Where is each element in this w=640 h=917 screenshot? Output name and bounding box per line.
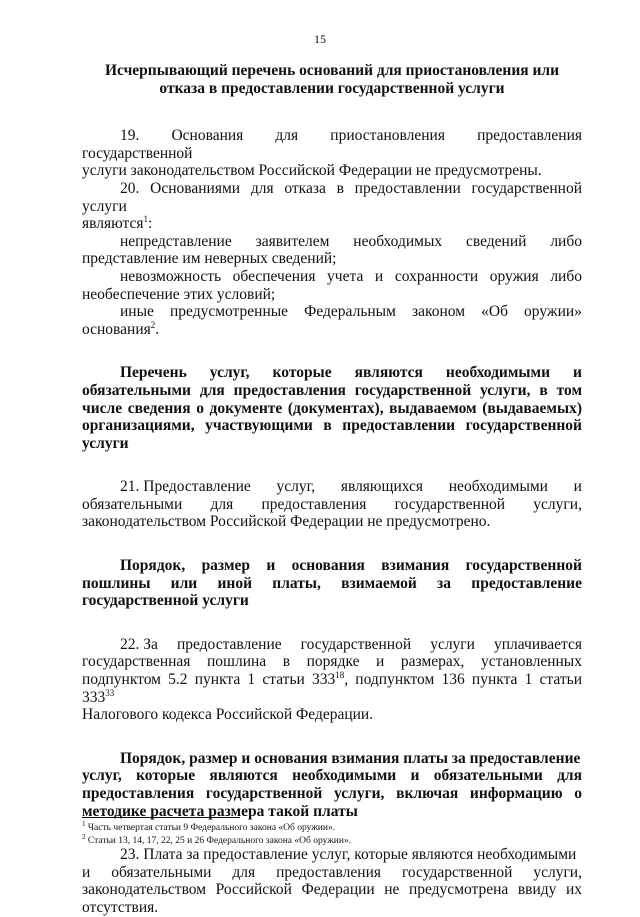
word: порядке [306,653,360,671]
section-19 [82,127,582,180]
word: Федеральным [304,303,396,321]
heading-line: предоставления государственной услуги, включая информацию о [82,785,582,802]
paragraph-line [82,671,582,706]
word: предоставление [176,635,282,653]
paragraph-line: услуги законодательством Российской Федерации не предусмотрены. [82,162,542,180]
word: государственной [394,495,506,513]
word: Порядок, [120,557,186,575]
word: необходимыми [445,364,551,382]
heading-required-services [82,364,582,452]
text: , подпунктом 136 пункта 1 статьи 333 [82,671,582,706]
word: непредставление [120,232,232,250]
word: предоставления [276,863,382,881]
section-20 [82,180,582,338]
word: 21. Предоставление [120,478,251,496]
paragraph-line [82,321,582,339]
paragraph-line: 20. Основаниями для отказа в предоставлении государственной услуги [82,179,582,215]
word: государственной [401,863,513,881]
word: государственной [300,635,412,653]
word: размерах, [400,653,465,671]
text: : [147,215,153,233]
heading-service-fee [82,750,582,820]
word: иные [120,303,154,321]
word: ввиду [517,881,557,899]
section-22 [82,636,582,724]
word: услуги, [533,863,582,881]
heading-line: услуги [82,434,129,452]
word: не [384,881,400,899]
word: обязательными [111,863,212,881]
word: обязательными [82,495,183,513]
paragraph-line: законодательством Российской Федерации не предусмотрено. [82,513,491,531]
word: услуги, [533,495,582,513]
footnote-ref: 1 [143,214,148,225]
superscript: 18 [335,670,345,681]
word: оружии» [524,303,582,321]
word: пошлина [207,653,267,671]
word: Российской [215,881,292,899]
word: являющихся [340,478,424,496]
paragraph-line: невозможность обеспечения учета и сохранности оружия либо [120,267,582,285]
word: предусмотрена [408,881,509,899]
word: услуг, [209,364,250,382]
word: размер [201,557,250,575]
heading-grounds-suspension [82,62,582,97]
word: законодательством [82,881,207,899]
heading-line: пошлины или иной платы, взимаемой за предоставление [82,574,582,592]
word: «Об [481,303,508,321]
footnote-mark: 2 [82,833,86,841]
heading-line: государственной услуги [82,592,249,610]
paragraph-line: отсутствия. [82,898,159,916]
word: основания [291,557,365,575]
section-23 [82,846,582,916]
heading-line [82,364,582,382]
footnote-ref: 2 [150,319,156,330]
section-21 [82,478,582,531]
word: необходимых [353,232,443,250]
text: . [155,320,160,338]
heading-line: услуг, которые являются необходимыми и обязательными для [82,767,582,785]
word: и [573,364,582,382]
word: законом [411,303,466,321]
heading-line: отказа в предоставлении государственной услуги [159,79,505,97]
heading-line: методике расчета размера такой платы [82,802,358,820]
heading-line [82,557,582,575]
word: взимания [381,557,450,575]
page-number: 15 [314,32,326,46]
word: государственной [465,557,582,575]
word: сведений [466,232,527,250]
footnote-separator [82,817,240,818]
word: предусмотренные [169,303,289,321]
word: установленных [480,653,582,671]
word: и [266,557,276,575]
paragraph-line [82,636,582,654]
list-item-line [82,233,582,251]
word: государственная [82,653,191,671]
footnote-text: Часть четвертая статьи 9 Федерального закона «Об оружии». [85,823,336,833]
document-body [82,62,582,917]
paragraph-line [82,864,582,882]
word: и [82,863,91,881]
word: и [376,653,385,671]
word: являются [354,364,423,382]
word: предоставления [261,495,367,513]
paragraph-line: 19. Основания для приостановления предоставления государственной [82,127,582,162]
word: которые [272,364,332,382]
word: Перечень [120,364,187,382]
heading-state-fee [82,557,582,610]
text: подпунктом 5.2 пункта 1 статьи 333 [82,671,336,689]
word: услуг, [276,478,316,496]
list-item-line [82,303,582,321]
word: Федерации [301,881,375,899]
word: заявителем [255,232,330,250]
word: 22. За [120,635,158,653]
paragraph-line [82,478,582,496]
word: для [232,863,256,881]
superscript: 33 [105,687,115,698]
heading-line: Исчерпывающий перечень оснований для приостановления или [104,62,560,79]
footnote-1 [82,822,335,834]
footnote-2 [82,835,351,847]
word: необходимыми [448,478,548,496]
heading-line: организациями, участвующими в предоставлении государственной [82,417,582,435]
footnote-mark: 1 [82,820,86,828]
paragraph-line: 23. Плата за предоставление услуг, которые являются необходимыми [120,846,577,864]
heading-line: обязательными для предоставления государственной услуги, в том [82,381,582,399]
paragraph-line: необеспечение этих условий; [82,285,276,303]
paragraph-line [82,215,582,233]
word: либо [550,232,582,250]
paragraph-line [82,496,582,514]
word: для [210,495,234,513]
footnote-text: Статьи 13, 14, 17, 22, 25 и 26 Федерального закона «Об оружии». [85,836,352,846]
word: в [282,653,291,671]
paragraph-line [82,653,582,671]
word: и [573,478,582,496]
word: услуги [430,635,475,653]
heading-line: числе сведения о документе (документах), выдаваемом (выдаваемых) [82,399,582,417]
heading-line: Порядок, размер и основания взимания платы за предоставление [120,749,581,767]
paragraph-line [82,881,582,899]
word: уплачивается [494,635,582,653]
paragraph-line: Налогового кодекса Российской Федерации. [82,706,374,724]
word: их [565,881,582,899]
text: основания [82,320,151,338]
text: являются [82,215,144,233]
paragraph-line: представление им неверных сведений; [82,250,337,268]
